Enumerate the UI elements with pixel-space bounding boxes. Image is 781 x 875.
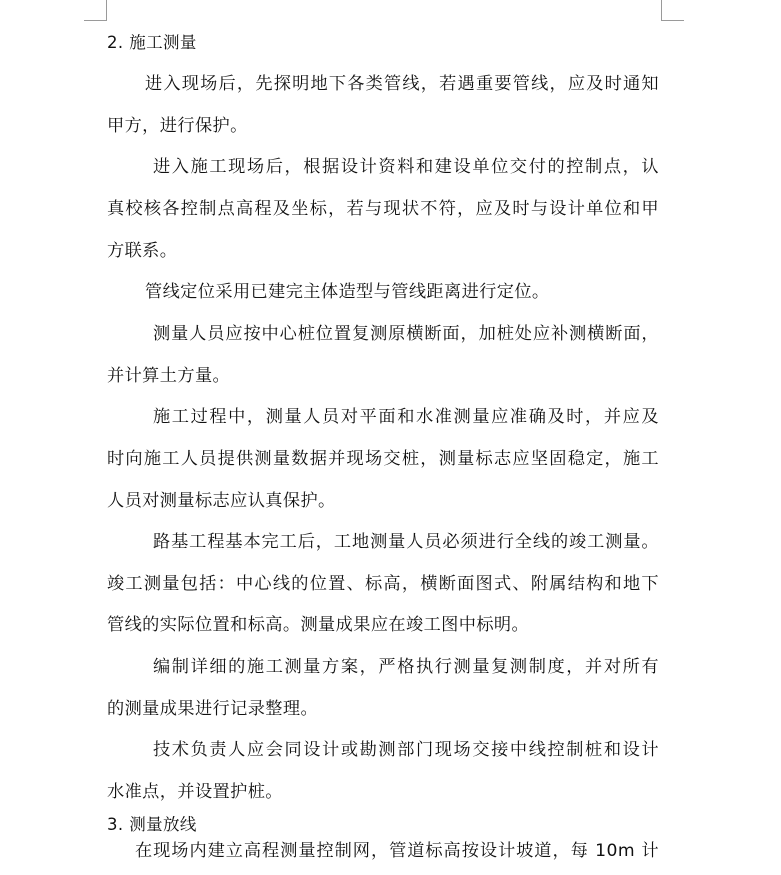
paragraph-line: 的测量成果进行记录整理。 bbox=[107, 699, 319, 719]
top-right-corner-mark bbox=[661, 0, 684, 21]
paragraph-line: 编制详细的施工测量方案，严格执行测量复测制度，并对所有 bbox=[153, 657, 659, 677]
paragraph-line: 管线定位采用已建完主体造型与管线距离进行定位。 bbox=[145, 282, 550, 302]
paragraph-line: 人员对测量标志应认真保护。 bbox=[107, 491, 336, 511]
paragraph-line: 方联系。 bbox=[107, 241, 178, 261]
paragraph-line: 测量人员应按中心桩位置复测原横断面，加桩处应补测横断面， bbox=[153, 324, 659, 344]
section-heading-3: 3. 测量放线 bbox=[107, 815, 197, 834]
paragraph-line: 施工过程中，测量人员对平面和水准测量应准确及时，并应及 bbox=[153, 407, 659, 427]
paragraph-line: 路基工程基本完工后，工地测量人员必须进行全线的竣工测量。 bbox=[153, 532, 659, 552]
paragraph-line: 进入现场后，先探明地下各类管线，若遇重要管线，应及时通知 bbox=[145, 74, 659, 94]
paragraph-line: 进入施工现场后，根据设计资料和建设单位交付的控制点，认 bbox=[153, 157, 659, 177]
paragraph-line: 时向施工人员提供测量数据并现场交桩，测量标志应坚固稳定，施工 bbox=[107, 449, 659, 469]
section-heading-2: 2. 施工测量 bbox=[107, 33, 197, 52]
paragraph-line: 技术负责人应会同设计或勘测部门现场交接中线控制桩和设计 bbox=[153, 740, 659, 760]
paragraph-line: 甲方，进行保护。 bbox=[107, 116, 248, 136]
paragraph-line: 竣工测量包括：中心线的位置、标高，横断面图式、附属结构和地下 bbox=[107, 574, 659, 594]
paragraph-line: 真校核各控制点高程及坐标，若与现状不符，应及时与设计单位和甲 bbox=[107, 199, 659, 219]
top-left-corner-mark bbox=[84, 0, 107, 21]
paragraph-line: 并计算土方量。 bbox=[107, 366, 231, 386]
paragraph-line: 管线的实际位置和标高。测量成果应在竣工图中标明。 bbox=[107, 615, 530, 635]
paragraph-line: 在现场内建立高程测量控制网，管道标高按设计坡道，每 10m 计 bbox=[135, 841, 659, 861]
paragraph-line: 水准点，并设置护桩。 bbox=[107, 782, 283, 802]
